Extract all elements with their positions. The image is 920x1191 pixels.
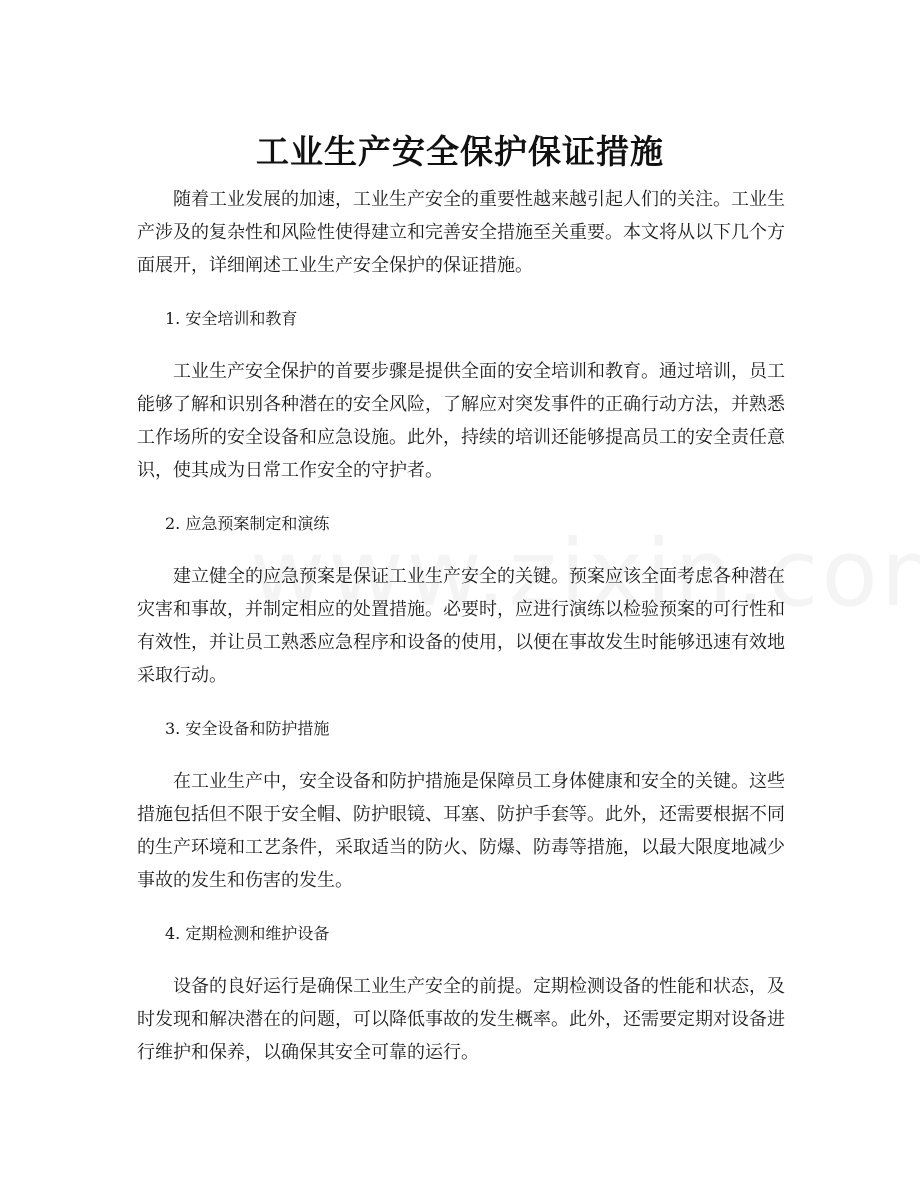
section-body-1: 工业生产安全保护的首要步骤是提供全面的安全培训和教育。通过培训，员工能够了解和识别各种潜在的安全风险，了解应对突发事件的正确行动方法，并熟悉工作场所的安全设备和应急设施。此外，持续的培训还能够提高员工的安全责任意识，使其成为日常工作安全的守护者。 (137, 361, 785, 481)
section-body-2: 建立健全的应急预案是保证工业生产安全的关键。预案应该全面考虑各种潜在灾害和事故，并制定相应的处置措施。必要时，应进行演练以检验预案的可行性和有效性，并让员工熟悉应急程序和设备的使用，以便在事故发生时能够迅速有效地采取行动。 (137, 566, 785, 686)
section-heading-3: 3. 安全设备和防护措施 (165, 719, 330, 738)
section-body-4: 设备的良好运行是确保工业生产安全的前提。定期检测设备的性能和状态，及时发现和解决潜在的问题，可以降低事故的发生概率。此外，还需要定期对设备进行维护和保养，以确保其安全可靠的运行。 (137, 976, 785, 1063)
document-title: 工业生产安全保护保证措施 (256, 132, 664, 172)
section-heading-4: 4. 定期检测和维护设备 (165, 924, 330, 943)
section-heading-2: 2. 应急预案制定和演练 (165, 514, 330, 533)
section-heading-1: 1. 安全培训和教育 (165, 309, 298, 328)
intro-paragraph: 随着工业发展的加速，工业生产安全的重要性越来越引起人们的关注。工业生产涉及的复杂性和风险性使得建立和完善安全措施至关重要。本文将从以下几个方面展开，详细阐述工业生产安全保护的保证措施。 (137, 189, 785, 276)
section-body-3: 在工业生产中，安全设备和防护措施是保障员工身体健康和安全的关键。这些措施包括但不限于安全帽、防护眼镜、耳塞、防护手套等。此外，还需要根据不同的生产环境和工艺条件，采取适当的防火、防爆、防毒等措施，以最大限度地减少事故的发生和伤害的发生。 (137, 771, 785, 891)
document-body (137, 183, 785, 1069)
